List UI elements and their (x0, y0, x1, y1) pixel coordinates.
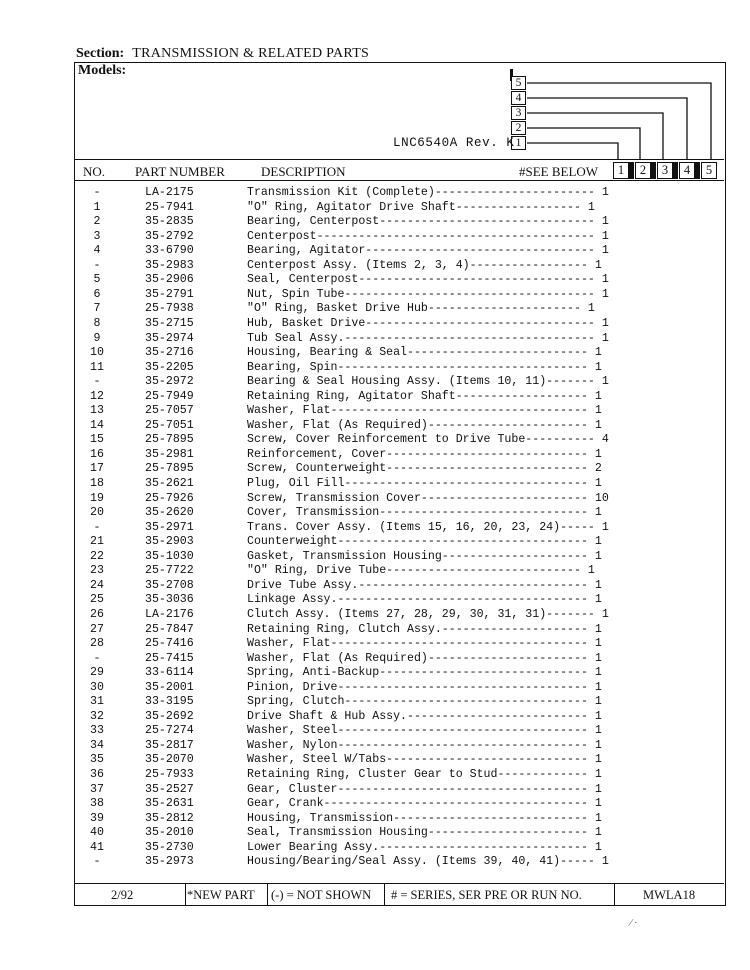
part-description: Tub Seal Assy.------------------------------------ 1 (247, 331, 609, 345)
item-number: 41 (90, 840, 104, 854)
table-row (75, 419, 724, 433)
part-description: Clutch Assy. (Items 27, 28, 29, 30, 31, 31)------- 1 (247, 607, 609, 621)
part-number: 25-7057 (145, 404, 194, 418)
part-number: 25-7415 (145, 651, 194, 665)
table-row (75, 492, 724, 506)
part-description: Washer, Flat (As Required)----------------------- 1 (247, 651, 602, 665)
item-number: 29 (90, 666, 104, 680)
models-label: Models: (78, 63, 127, 78)
part-number: 35-2010 (145, 826, 194, 840)
table-row (75, 564, 724, 578)
table-row (75, 390, 724, 404)
part-number: 35-2791 (145, 287, 194, 301)
part-description: Gear, Cluster------------------------------------ 1 (247, 782, 602, 796)
part-number: 35-2817 (145, 738, 194, 752)
table-row (75, 841, 724, 855)
part-description: "O" Ring, Agitator Drive Shaft------------------ 1 (247, 200, 595, 214)
part-description: Pinion, Drive------------------------------------ 1 (247, 680, 602, 694)
part-description: Drive Tube Assy.--------------------------------- 1 (247, 578, 602, 592)
item-number: 15 (90, 433, 104, 447)
part-description: Centerpost Assy. (Items 2, 3, 4)----------------- 1 (247, 258, 602, 272)
table-row (75, 695, 724, 709)
part-description: Screw, Counterweight----------------------------- 2 (247, 462, 602, 476)
part-number: 35-2205 (145, 360, 194, 374)
series-box-1: 1 (511, 136, 526, 150)
table-row (75, 302, 724, 316)
footer-series-note: # = SERIES, SER PRE OR RUN NO. (391, 888, 582, 902)
series-box-2: 2 (511, 121, 526, 135)
series-column-2: 2 (635, 162, 651, 179)
table-row (75, 201, 724, 215)
part-number: 35-2715 (145, 316, 194, 330)
table-row (75, 506, 724, 520)
part-number: 33-6114 (145, 666, 194, 680)
part-number: 25-7051 (145, 418, 194, 432)
item-number: 11 (90, 360, 104, 374)
item-number: 32 (90, 709, 104, 723)
item-number: 40 (90, 826, 104, 840)
part-description: Spring, Clutch----------------------------------- 1 (247, 695, 602, 709)
item-number: - (93, 855, 101, 869)
part-number: 35-2621 (145, 477, 194, 490)
part-description: Nut, Spin Tube------------------------------------ 1 (247, 287, 609, 301)
part-description: Retaining Ring, Clutch Assy.--------------------- 1 (247, 622, 602, 636)
model-number: LNC6540A Rev. K (393, 136, 515, 150)
series-divider (673, 162, 678, 179)
part-number: LA-2176 (145, 607, 194, 621)
part-description: Transmission Kit (Complete)----------------------- 1 (247, 186, 609, 199)
item-number: 24 (90, 578, 104, 592)
table-row (75, 259, 724, 273)
part-description: Retaining Ring, Agitator Shaft------------------- 1 (247, 389, 602, 403)
part-number: 35-2631 (145, 797, 194, 811)
item-number: 2 (93, 215, 101, 229)
part-description: Bearing, Centerpost------------------------------- 1 (247, 215, 609, 229)
table-row (75, 710, 724, 724)
part-description: Gear, Crank-------------------------------------- 1 (247, 797, 602, 811)
header-top-rule (75, 159, 724, 160)
item-number: 10 (90, 346, 104, 360)
table-row (75, 608, 724, 622)
margin-mark: ⁄ · (630, 918, 638, 929)
part-description: Washer, Flat------------------------------------- 1 (247, 404, 602, 418)
footer-date: 2/92 (111, 888, 134, 902)
column-header-description: DESCRIPTION (261, 164, 346, 179)
table-row (75, 404, 724, 418)
part-number: 35-2792 (145, 229, 194, 243)
part-description: Washer, Steel W/Tabs----------------------------- 1 (247, 753, 602, 767)
item-number: 36 (90, 768, 104, 781)
item-number: 9 (93, 331, 101, 345)
part-number: 25-7722 (145, 564, 194, 578)
column-header-part-number: PART NUMBER (135, 164, 225, 179)
item-number: - (93, 186, 101, 199)
section-title: TRANSMISSION & RELATED PARTS (132, 46, 370, 61)
part-description: Linkage Assy.------------------------------------ 1 (247, 593, 602, 607)
part-number: 35-2001 (145, 680, 194, 694)
part-number: 25-7933 (145, 768, 194, 781)
item-number: 8 (93, 316, 101, 330)
item-number: 26 (90, 607, 104, 621)
series-divider (695, 162, 700, 179)
item-number: - (93, 520, 101, 534)
item-number: - (93, 651, 101, 665)
part-description: Reinforcement, Cover----------------------------- 1 (247, 447, 602, 461)
part-description: Trans. Cover Assy. (Items 15, 16, 20, 23, 24)----- 1 (247, 520, 609, 534)
table-row (75, 797, 724, 811)
part-description: "O" Ring, Drive Tube---------------------------- 1 (247, 564, 595, 578)
part-description: Screw, Cover Reinforcement to Drive Tube---------- 4 (247, 433, 609, 447)
item-number: 27 (90, 622, 104, 636)
series-box-3: 3 (511, 106, 526, 120)
part-number: 35-2971 (145, 520, 194, 534)
table-row (75, 812, 724, 826)
table-row (75, 623, 724, 637)
item-number: 38 (90, 797, 104, 811)
part-description: Hub, Basket Drive--------------------------------- 1 (247, 316, 609, 330)
table-row (75, 230, 724, 244)
item-number: 25 (90, 593, 104, 607)
item-number: 35 (90, 753, 104, 767)
series-column-1: 1 (613, 162, 629, 179)
table-row (75, 724, 724, 738)
table-row (75, 477, 724, 491)
part-number: 35-2730 (145, 840, 194, 854)
table-row (75, 346, 724, 360)
part-number: 25-7949 (145, 389, 194, 403)
part-description: Seal, Transmission Housing----------------------- 1 (247, 826, 602, 840)
item-number: 28 (90, 637, 104, 651)
part-description: Housing, Bearing & Seal-------------------------- 1 (247, 346, 602, 360)
table-row (75, 361, 724, 375)
item-number: 30 (90, 680, 104, 694)
table-row (75, 244, 724, 258)
table-row (75, 666, 724, 680)
part-description: Housing/Bearing/Seal Assy. (Items 39, 40, 41)----- 1 (247, 855, 609, 869)
table-row (75, 739, 724, 753)
part-description: Bearing, Agitator--------------------------------- 1 (247, 244, 609, 258)
part-description: Seal, Centerpost---------------------------------- 1 (247, 273, 609, 287)
table-row (75, 593, 724, 607)
item-number: 23 (90, 564, 104, 578)
part-description: Bearing, Spin------------------------------------ 1 (247, 360, 602, 374)
table-row (75, 768, 724, 782)
item-number: 21 (90, 535, 104, 549)
footer-new-part: *NEW PART (187, 888, 255, 902)
part-number: 25-7416 (145, 637, 194, 651)
footer-divider (185, 884, 186, 906)
item-number: 13 (90, 404, 104, 418)
part-number: 35-2972 (145, 375, 194, 389)
footer-bar (75, 883, 724, 906)
section-label: Section: (76, 46, 125, 61)
column-header-see-below: #SEE BELOW (519, 164, 599, 179)
item-number: 22 (90, 549, 104, 563)
part-number: 35-2983 (145, 258, 194, 272)
table-row (75, 273, 724, 287)
item-number: 14 (90, 418, 104, 432)
part-number: 35-1030 (145, 549, 194, 563)
item-number: - (93, 375, 101, 389)
part-description: Housing, Transmission---------------------------- 1 (247, 811, 602, 825)
part-number: 25-7274 (145, 724, 194, 738)
table-row (75, 535, 724, 549)
part-number: 25-7895 (145, 462, 194, 476)
part-number: 33-3195 (145, 695, 194, 709)
part-description: Plug, Oil Fill----------------------------------- 1 (247, 477, 602, 490)
part-number: 35-2620 (145, 506, 194, 520)
part-number: 35-2903 (145, 535, 194, 549)
series-column-3: 3 (657, 162, 673, 179)
part-number: 25-7895 (145, 433, 194, 447)
header-bottom-rule (75, 180, 724, 181)
section-heading (76, 46, 369, 62)
part-number: 35-3036 (145, 593, 194, 607)
item-number: 3 (93, 229, 101, 243)
part-number: 25-7926 (145, 491, 194, 505)
item-number: 6 (93, 287, 101, 301)
part-description: Washer, Flat (As Required)----------------------- 1 (247, 418, 602, 432)
series-divider (651, 162, 656, 179)
part-description: Gasket, Transmission Housing--------------------- 1 (247, 549, 602, 563)
part-number: 35-2527 (145, 782, 194, 796)
footer-divider (267, 884, 268, 906)
part-description: Washer, Flat------------------------------------- 1 (247, 637, 602, 651)
part-description: Cover, Transmission------------------------------ 1 (247, 506, 602, 520)
table-row (75, 550, 724, 564)
table-row (75, 826, 724, 840)
part-description: Washer, Steel------------------------------------ 1 (247, 724, 602, 738)
table-row (75, 332, 724, 346)
column-header-no: NO. (83, 164, 106, 179)
part-number: LA-2175 (145, 186, 194, 199)
part-number: 35-2835 (145, 215, 194, 229)
table-row (75, 681, 724, 695)
part-number: 35-2973 (145, 855, 194, 869)
part-description: Drive Shaft & Hub Assy.-------------------------- 1 (247, 709, 602, 723)
part-number: 33-6790 (145, 244, 194, 258)
footer-not-shown: (-) = NOT SHOWN (271, 888, 372, 902)
item-number: 16 (90, 447, 104, 461)
part-number: 35-2906 (145, 273, 194, 287)
item-number: 12 (90, 389, 104, 403)
part-description: Counterweight------------------------------------ 1 (247, 535, 602, 549)
table-row (75, 462, 724, 476)
item-number: 7 (93, 302, 101, 316)
table-row (75, 433, 724, 447)
footer-code: MWLA18 (643, 888, 696, 902)
item-number: 17 (90, 462, 104, 476)
table-row (75, 637, 724, 651)
table-row (75, 375, 724, 389)
item-number: 20 (90, 506, 104, 520)
item-number: 18 (90, 477, 104, 490)
table-row (75, 783, 724, 797)
item-number: 19 (90, 491, 104, 505)
item-number: - (93, 258, 101, 272)
series-column-4: 4 (679, 162, 695, 179)
table-row (75, 317, 724, 331)
series-divider (629, 162, 634, 179)
table-row (75, 215, 724, 229)
part-number: 35-2692 (145, 709, 194, 723)
part-description: Centerpost---------------------------------------- 1 (247, 229, 609, 243)
table-row (75, 186, 724, 200)
part-description: "O" Ring, Basket Drive Hub---------------------- 1 (247, 302, 595, 316)
table-row (75, 753, 724, 767)
part-number: 35-2708 (145, 578, 194, 592)
part-number: 35-2716 (145, 346, 194, 360)
footer-divider (384, 884, 385, 906)
part-number: 25-7938 (145, 302, 194, 316)
part-description: Spring, Anti-Backup------------------------------ 1 (247, 666, 602, 680)
part-description: Lower Bearing Assy.------------------------------ 1 (247, 840, 602, 854)
part-number: 35-2974 (145, 331, 194, 345)
table-row (75, 579, 724, 593)
part-number: 25-7941 (145, 200, 194, 214)
parts-list-frame (74, 62, 726, 906)
item-number: 5 (93, 273, 101, 287)
part-number: 25-7847 (145, 622, 194, 636)
series-box-4: 4 (511, 91, 526, 105)
part-number: 35-2070 (145, 753, 194, 767)
series-box-5: 5 (511, 76, 526, 90)
item-number: 37 (90, 782, 104, 796)
part-description: Retaining Ring, Cluster Gear to Stud------------- 1 (247, 768, 602, 781)
series-column-5: 5 (701, 162, 717, 179)
item-number: 31 (90, 695, 104, 709)
table-row (75, 288, 724, 302)
table-row (75, 855, 724, 869)
part-number: 35-2812 (145, 811, 194, 825)
item-number: 1 (93, 200, 101, 214)
part-description: Screw, Transmission Cover------------------------ 10 (247, 491, 609, 505)
table-row (75, 521, 724, 535)
part-description: Bearing & Seal Housing Assy. (Items 10, 11)------- 1 (247, 375, 609, 389)
item-number: 33 (90, 724, 104, 738)
table-row (75, 448, 724, 462)
part-description: Washer, Nylon------------------------------------ 1 (247, 738, 602, 752)
part-number: 35-2981 (145, 447, 194, 461)
item-number: 34 (90, 738, 104, 752)
footer-divider (614, 884, 615, 906)
item-number: 4 (93, 244, 101, 258)
item-number: 39 (90, 811, 104, 825)
table-row (75, 652, 724, 666)
